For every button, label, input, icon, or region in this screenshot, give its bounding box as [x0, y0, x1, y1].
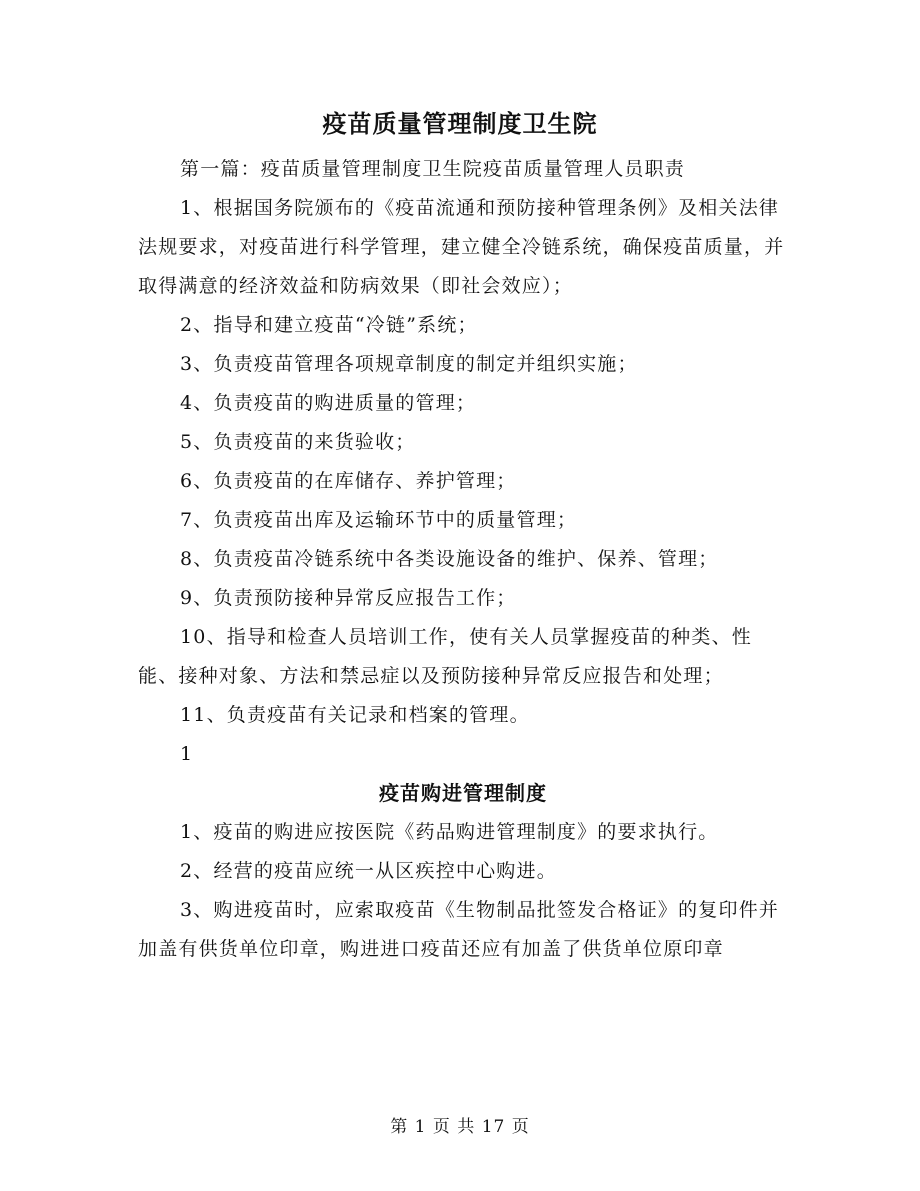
list-item: 9、负责预防接种异常反应报告工作； [180, 587, 517, 609]
page-marker: 1 [180, 743, 193, 765]
list-item: 1、疫苗的购进应按医院《药品购进管理制度》的要求执行。 [180, 821, 719, 843]
list-item: 7、负责疫苗出库及运输环节中的质量管理； [180, 509, 578, 531]
section-heading: 第一篇：疫苗质量管理制度卫生院疫苗质量管理人员职责 [180, 158, 686, 180]
page-footer: 第 1 页 共 17 页 [390, 1117, 530, 1137]
list-item: 2、指导和建立疫苗“冷链”系统； [180, 314, 478, 336]
list-item: 4、负责疫苗的购进质量的管理； [180, 392, 477, 414]
list-item: 3、购进疫苗时，应索取疫苗《生物制品批签发合格证》的复印件并加盖有供货单位印章，购进进口疫苗还应有加盖了供货单位原印章 [138, 899, 780, 960]
list-item: 10、指导和检查人员培训工作，使有关人员掌握疫苗的种类、性能、接种对象、方法和禁忌症以及预防接种异常反应报告和处理； [138, 626, 752, 687]
list-item: 1、根据国务院颁布的《疫苗流通和预防接种管理条例》及相关法律法规要求，对疫苗进行科学管理，建立健全冷链系统，确保疫苗质量，并取得满意的经济效益和防病效果（即社会效应）； [138, 197, 785, 297]
list-item: 5、负责疫苗的来货验收； [180, 431, 416, 453]
list-item: 11、负责疫苗有关记录和档案的管理。 [180, 704, 530, 726]
list-item: 3、负责疫苗管理各项规章制度的制定并组织实施； [180, 353, 638, 375]
list-item: 6、负责疫苗的在库储存、养护管理； [180, 470, 517, 492]
section-title: 疫苗购进管理制度 [379, 781, 547, 805]
document-title: 疫苗质量管理制度卫生院 [322, 109, 598, 138]
document-body [138, 150, 788, 969]
list-item: 2、经营的疫苗应统一从区疾控中心购进。 [180, 860, 557, 882]
list-item: 8、负责疫苗冷链系统中各类设施设备的维护、保养、管理； [180, 548, 719, 570]
